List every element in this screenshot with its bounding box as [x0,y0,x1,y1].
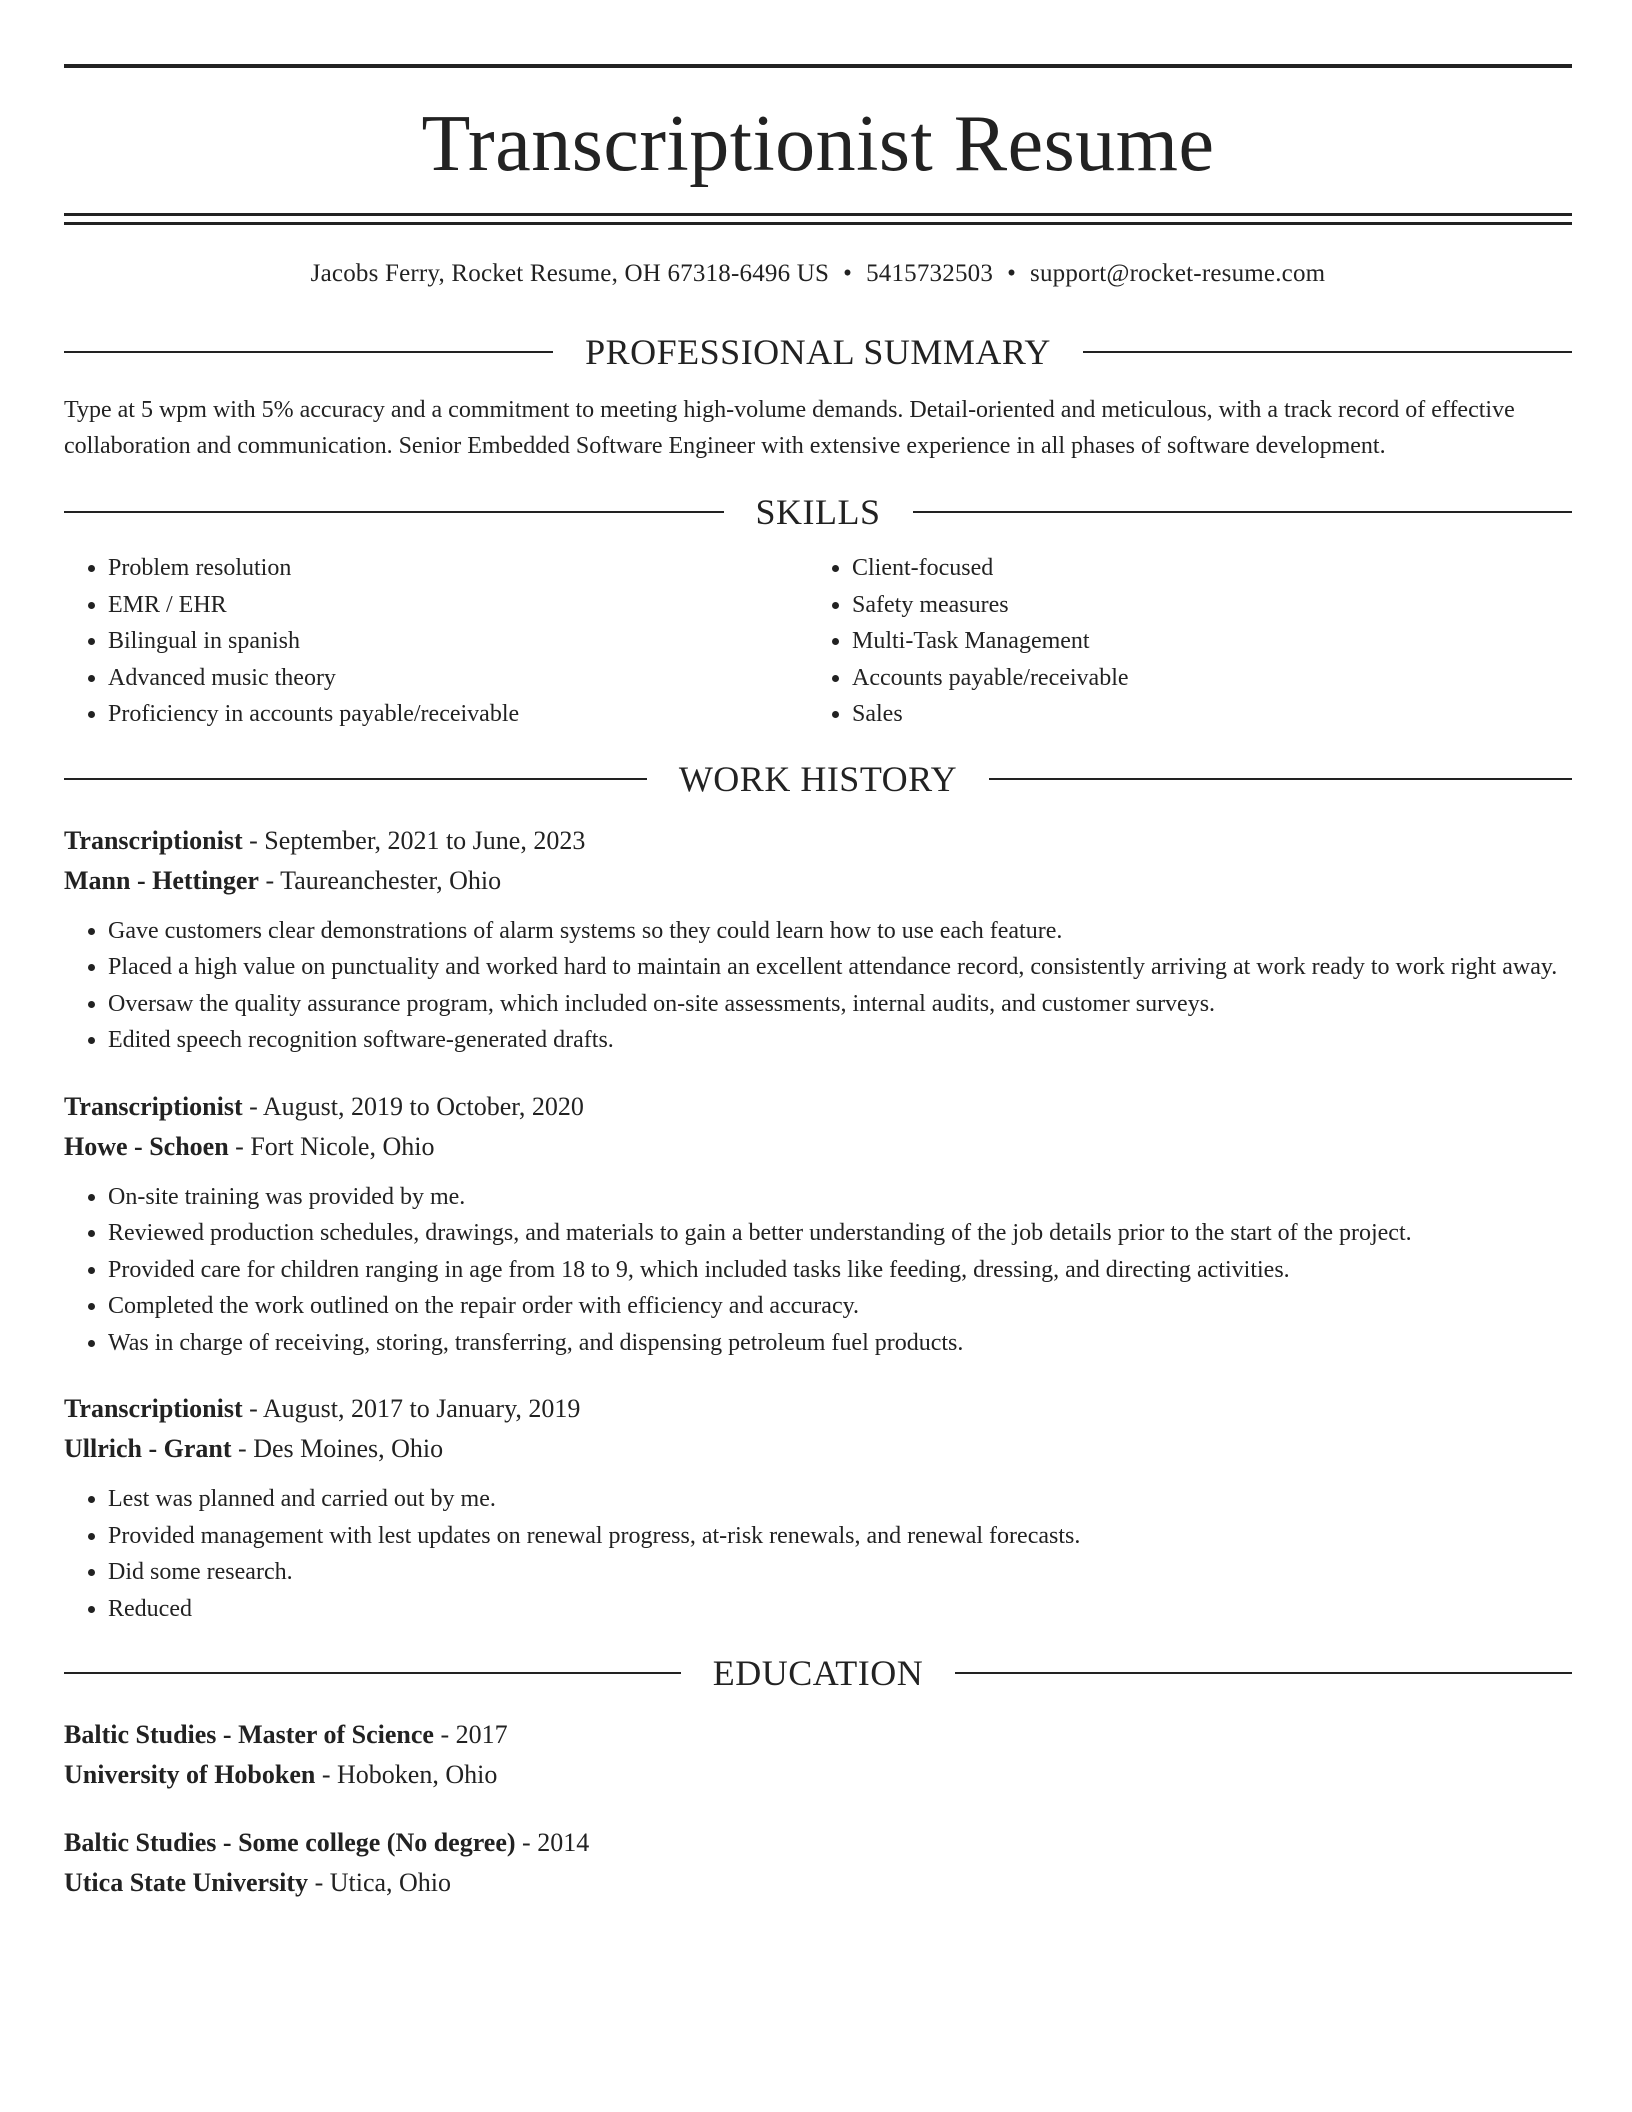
section-title: SKILLS [755,492,881,532]
heading-rule [913,511,1573,513]
job-bullet: • Placed a high value on punctuality and worked hard to maintain an excellent attendance record, consistently arriving at work ready to work right away. [108,949,1572,986]
job-bullet: • Was in charge of receiving, storing, transferring, and dispensing petroleum fuel products. [108,1325,1572,1362]
job-bullet: • On-site training was provided by me. [108,1179,1572,1216]
education-school-line [64,1755,1572,1795]
contact-line [64,259,1572,289]
skills-column-left [64,550,808,733]
skill-item: • Accounts payable/receivable [852,660,1552,697]
job-bullet: • Did some research. [108,1554,1572,1591]
job-company-line [64,1429,1572,1469]
job-location: - Taureanchester, Ohio [258,865,502,895]
job-company-line [64,861,1572,901]
education-school: University of Hoboken [64,1760,316,1789]
heading-rule [1083,351,1572,353]
job-company: Mann - Hettinger [64,865,259,895]
skills-list [64,550,1572,733]
job-bullet: • Reduced [108,1591,1572,1628]
contact-email: support@rocket-resume.com [1030,260,1326,287]
job-location: - Fort Nicole, Ohio [228,1131,435,1161]
job-location: - Des Moines, Ohio [231,1434,444,1463]
job-bullet: • Lest was planned and carried out by me. [108,1481,1572,1518]
job-company-line [64,1127,1572,1167]
skill-item: • Multi-Task Management [852,623,1552,660]
job-bullet: • Gave customers clear demonstrations of alarm systems so they could learn how to use each feature. [108,913,1572,950]
skill-item: • Safety measures [852,587,1552,624]
skill-item: • Bilingual in spanish [108,623,808,660]
job-dates: - August, 2017 to January, 2019 [242,1394,581,1423]
heading-rule [64,511,724,513]
job-bullet: • Provided care for children ranging in age from 18 to 9, which included tasks like feeding, dressing, and directing activities. [108,1252,1572,1289]
education-entry [64,1715,1572,1795]
education-degree: Baltic Studies - Master of Science [64,1720,434,1749]
job-bullets [64,913,1572,1059]
job-bullets [64,1179,1572,1362]
heading-rule [64,1672,681,1674]
skills-column-right [808,550,1552,733]
job-company: Howe - Schoen [64,1131,229,1161]
summary-text: Type at 5 wpm with 5% accuracy and a commitment to meeting high-volume demands. Detail-oriented and meticulous, with a track record of effective collaboration and communication. Senior Embedded Software Engineer with extensive experience in all phases of software development. [64,397,1515,459]
education-degree: Baltic Studies - Some college (No degree) [64,1828,516,1857]
section-heading-summary [64,332,1572,372]
job-entry [64,1087,1572,1362]
skill-item: • Proficiency in accounts payable/receivable [108,696,808,733]
education-entry [64,1823,1572,1903]
job-title-line [64,1087,1572,1127]
heading-rule [64,778,647,780]
skill-item: • Sales [852,696,1552,733]
job-bullet: • Edited speech recognition software-generated drafts. [108,1022,1572,1059]
contact-phone: 5415732503 [866,260,994,287]
education-degree-line [64,1715,1572,1755]
title-bottom-rule-secondary [64,222,1572,225]
job-dates: - September, 2021 to June, 2023 [242,825,586,855]
job-dates: - August, 2019 to October, 2020 [242,1091,584,1121]
skill-item: • Client-focused [852,550,1552,587]
page-title: Transcriptionist Resume [421,100,1215,188]
job-title: Transcriptionist [64,1394,243,1423]
job-title-line [64,1389,1572,1429]
job-bullets [64,1481,1572,1627]
job-bullet: • Oversaw the quality assurance program, which included on-site assessments, internal audits, and customer surveys. [108,986,1572,1023]
education-location: - Utica, Ohio [308,1868,452,1897]
job-entry [64,1389,1572,1627]
job-company: Ullrich - Grant [64,1434,232,1463]
contact-address: Jacobs Ferry, Rocket Resume, OH 67318-6496 US [310,260,830,287]
contact-separator: • [1007,260,1017,287]
resume-page [64,64,1572,1903]
job-bullet: • Provided management with lest updates on renewal progress, at-risk renewals, and renewal forecasts. [108,1518,1572,1555]
skill-item: • Advanced music theory [108,660,808,697]
heading-rule [64,351,553,353]
education-degree-line [64,1823,1572,1863]
section-heading-work [64,759,1572,799]
education-year: - 2014 [515,1828,590,1857]
job-bullet: • Completed the work outlined on the repair order with efficiency and accuracy. [108,1288,1572,1325]
section-title: EDUCATION [712,1653,924,1693]
section-heading-skills [64,492,1572,532]
skill-item: • Problem resolution [108,550,808,587]
job-bullet: • Reviewed production schedules, drawings, and materials to gain a better understanding of the job details prior to the start of the project. [108,1215,1572,1252]
job-title: Transcriptionist [64,1091,243,1121]
contact-separator: • [843,260,853,287]
title-bottom-rule [64,213,1572,216]
job-entry [64,821,1572,1059]
job-title: Transcriptionist [64,825,243,855]
job-title-line [64,821,1572,861]
section-heading-education [64,1653,1572,1693]
heading-rule [989,778,1572,780]
education-location: - Hoboken, Ohio [315,1760,498,1789]
education-year: - 2017 [433,1720,508,1749]
education-school: Utica State University [64,1868,309,1897]
education-school-line [64,1863,1572,1903]
skill-item: • EMR / EHR [108,587,808,624]
section-title: WORK HISTORY [678,758,958,799]
section-title: PROFESSIONAL SUMMARY [585,332,1051,372]
heading-rule [955,1672,1572,1674]
